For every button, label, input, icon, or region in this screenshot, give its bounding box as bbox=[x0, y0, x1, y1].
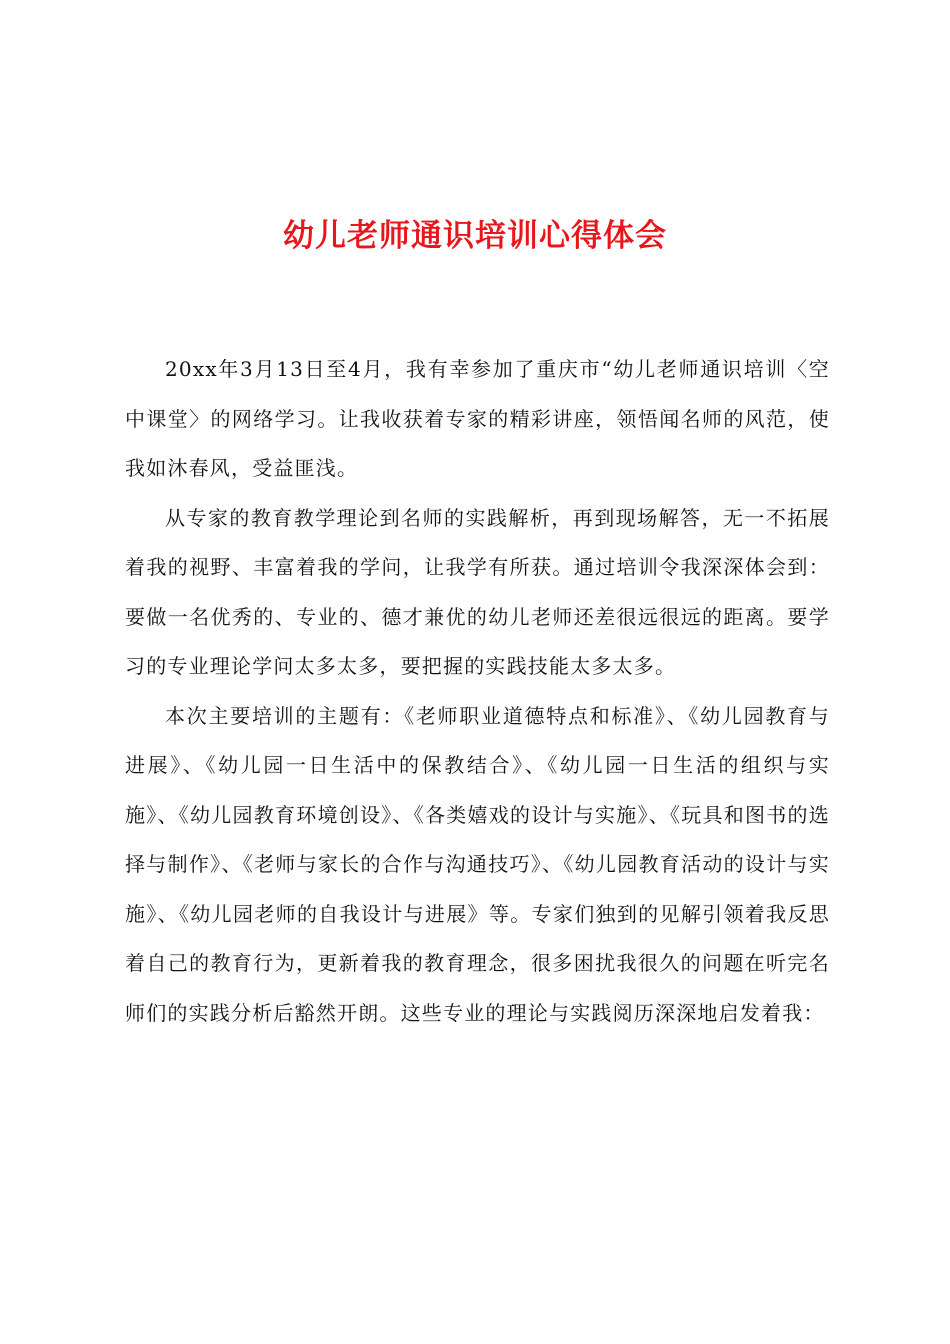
paragraph-3: 本次主要培训的主题有：《老师职业道德特点和标准》、《幼儿园教育与进展》、《幼儿园一日生活中的保教结合》、《幼儿园一日生活的组织与实施》、《幼儿园教育环境创设》、《各类嬉戏的设计与实施》、《玩具和图书的选择与制作》、《老师与家长的合作与沟通技巧》、《幼儿园教育活动的设计与实施》、《幼儿园老师的自我设计与进展》等。专家们独到的见解引领着我反思着自己的教育行为，更新着我的教育理念，很多困扰我很久的问题在听完名师们的实践分析后豁然开朗。这些专业的理论与实践阅历深深地启发着我： bbox=[125, 703, 830, 1025]
paragraph-1: 20xx年3月13日至4月，我有幸参加了重庆市“幼儿老师通识培训〈空中课堂〉的网络学习。让我收获着专家的精彩讲座，领悟闻名师的风范，使我如沐春风，受益匪浅。 bbox=[125, 357, 830, 480]
paragraph-2: 从专家的教育教学理论到名师的实践解析，再到现场解答，无一不拓展着我的视野、丰富着我的学问，让我学有所获。通过培训令我深深体会到：要做一名优秀的、专业的、德才兼优的幼儿老师还差很远很远的距离。要学习的专业理论学问太多太多，要把握的实践技能太多太多。 bbox=[125, 505, 830, 678]
document-body bbox=[125, 345, 830, 1038]
document-title: 幼儿老师通识培训心得体会 bbox=[283, 218, 667, 254]
